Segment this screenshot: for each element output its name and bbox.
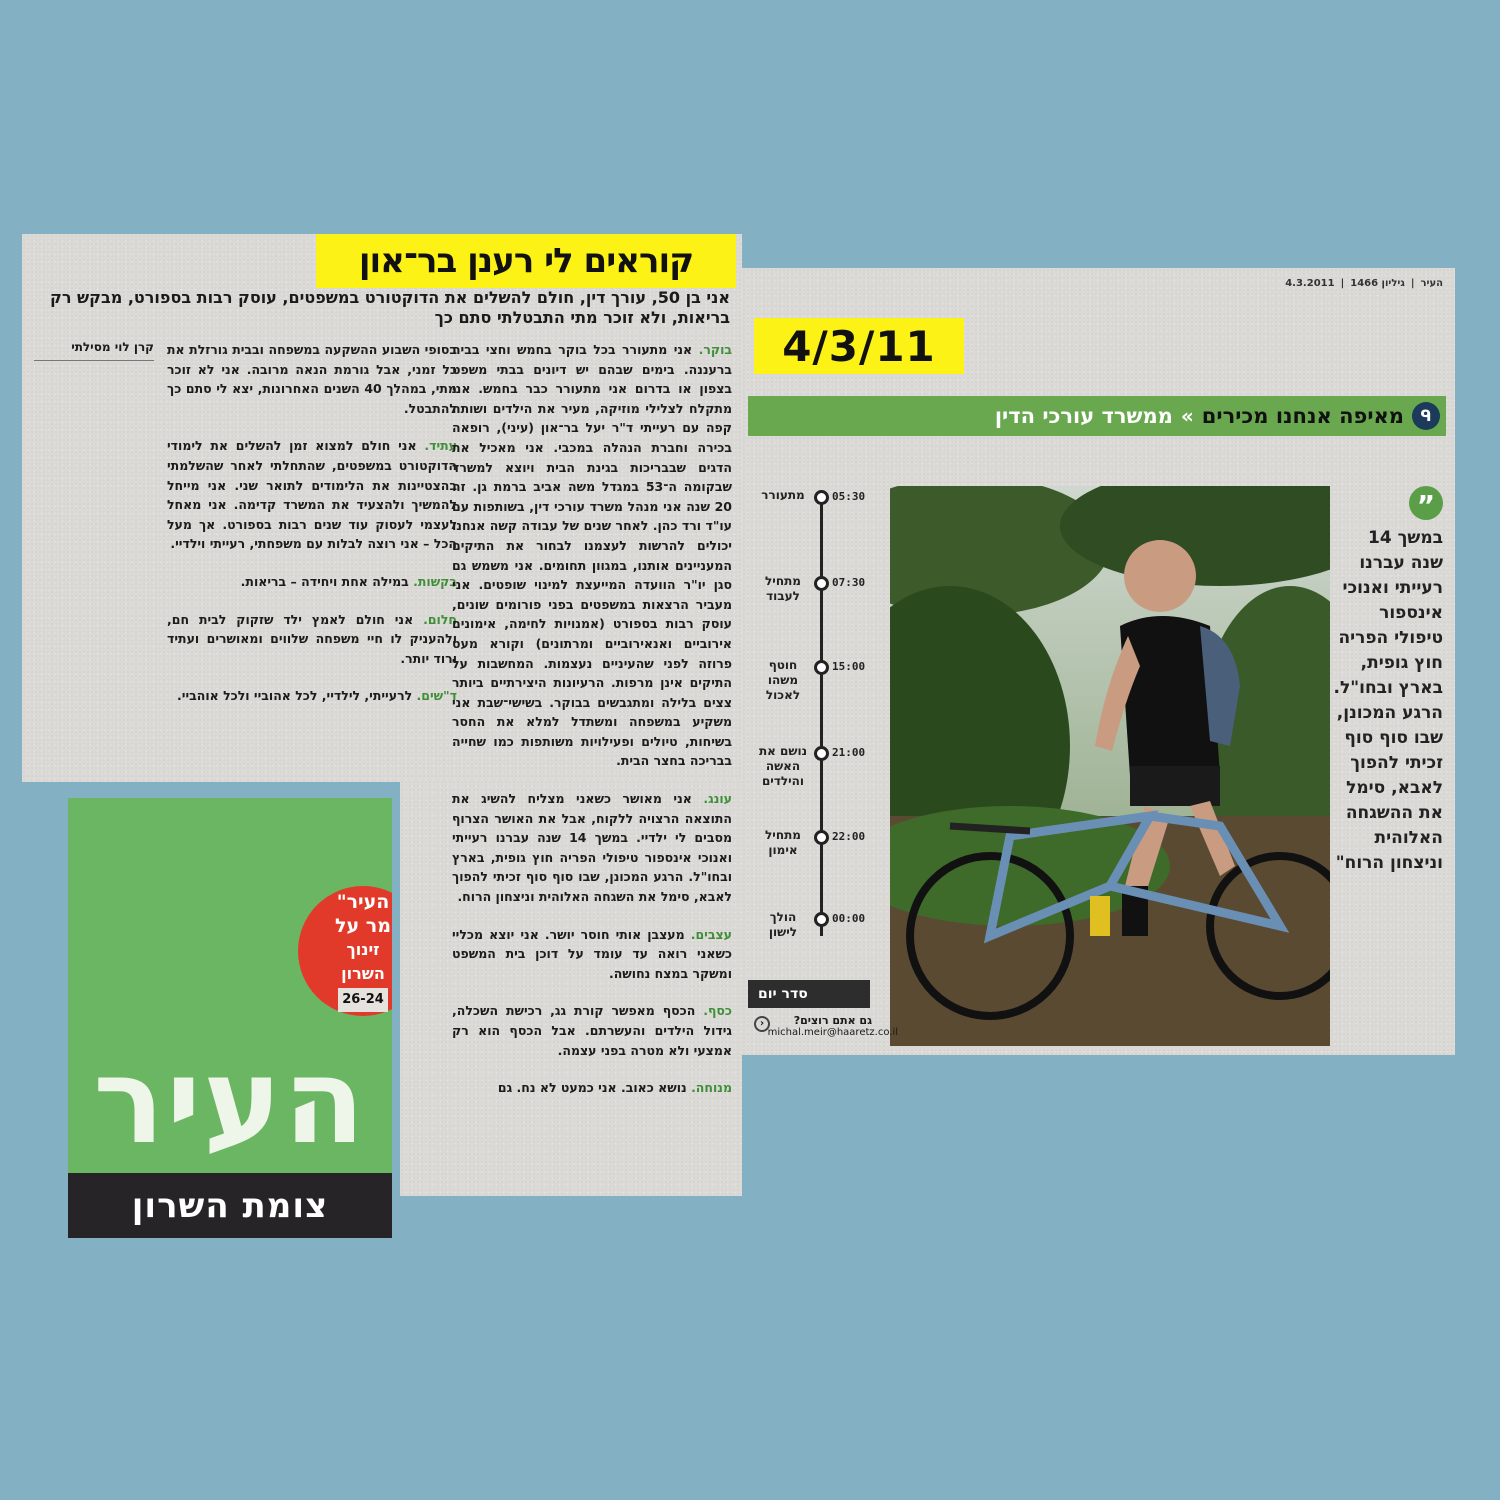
paragraph-text: אני חולם לאמץ ילד שזקוק לבית חם, ולהעניק לו חיי משפחה שלווים ומאושרים ועתיד ורוד יותר. <box>167 611 457 666</box>
paragraph-text: הכסף מאפשר קורת גג, רכישת השכלה, גידול הילדים והעשרתם. אבל הכסף הוא רק אמצעי ולא מטרה בפני עצמה. <box>452 1003 732 1058</box>
timeline-dot <box>814 746 829 761</box>
quote-mark-icon: ” <box>1409 486 1443 520</box>
badge-line-1: העיר" <box>336 891 390 913</box>
pull-quote-text: במשך 14 שנה עברנו רעייתי ואנוכי אינספור טיפולי הפריה חוץ גופית, בארץ ובחו"ל. הרגע המכונן, שבו סוף סוף זכיתי להפוך לאבא, סימל את ההשגחה האלוהית וניצחון הרוח" <box>1333 528 1443 873</box>
timeline-time: 07:30 <box>832 576 866 589</box>
logo-subtitle-bar <box>68 1173 392 1238</box>
badge-line-3: זינוך <box>346 940 380 959</box>
masthead-paper: העיר <box>1420 278 1443 289</box>
paragraph-text: בסופי השבוע ההשקעה במשפחה ובבית גורזלת את כל זמני, אבל גורמת הנאה מרובה. אני לא זוכר מתי, במהלך 40 השנים האחרונות, יצא לי סתם כך להתבטל. <box>167 342 457 416</box>
portrait-photo <box>890 486 1330 1046</box>
timeline-dot <box>814 576 829 591</box>
timeline-item <box>750 742 880 802</box>
paragraph-text: אני מאושר כשאני מצליח להשיג את התוצאה הרצויה ללקוח, אבל את האושר הצרוף מסבים לי ילדיי. במשך 14 שנה עברנו רעייתי ואנוכי אינספור טיפולי הפריה חוץ גופית, בארץ ובחו"ל. הרגע המכונן, שבו סוף סוף זכיתי להפוך לאבא, סימל את השגחה האלוהית וניצחון הרוח. <box>452 791 732 905</box>
article-paragraph <box>167 572 457 592</box>
timeline-dot <box>814 490 829 505</box>
timeline-item <box>750 908 880 968</box>
logo-wordmark: העיר <box>93 1032 367 1170</box>
paragraph-keyword: מנוחה. <box>691 1080 732 1096</box>
timeline-dot <box>814 660 829 675</box>
paragraph-text: נושא כאוב. אני כמעט לא נח. גם <box>497 1080 687 1096</box>
paragraph-keyword: חלום. <box>423 611 457 627</box>
paragraph-keyword: ד"שים. <box>416 688 457 704</box>
section-logo-icon: ᑫ <box>1412 402 1440 430</box>
timeline-time: 15:00 <box>832 660 866 673</box>
paragraph-text: אני מתעורר בכל בוקר בחמש וחצי בבית ברעננה. בימים שבהם יש דיונים בבתי משפט בצפון או בדרום אני מתעורר כבר בחמש. אני מתקלח לצלילי מוזיקה, מעיר את הילדים ושותה קפה עם רעייתי ד"ר יעל בר־און (עיני), רופאה בכירה וחברת הנהלה במכבי. אני מאכיל את הדגים שבבריכות בגינת הבית ויוצא למשרד שבקומה ה־53 במגדל משה אביב ברמת גן. זה 20 שנה אני מנהל משרד עורכי דין, בשותפות עם עו"ד ורד כהן. לאחר שנים של עבודה קשה אנחנו יכולים להרשות לעצמנו לבחור את התיקים המעניינים אותנו, במגוון תחומים. אני משמש גם סגן יו"ר הוועדה המייעצת למינוי שופטים. אני מעביר הרצאות במשפטים בפני פורומים שונים, עוסק רבות בספורט (אמנויות לחימה, אימונים אירוביים ואנאירוביים ומרתונים) וקורא מעט פרוזה לפני שהעיניים נעצמות. המחשבות על התיקים אינן מרפות. הרעיונות היצירתיים ביותר צצים בלילה ומתגבשים בבוקר. בשישי־שבת אני משקיע במשפחה ומשתדל למלא את החסר בשיחות, טיולים ופעילויות משותפות כמו שחייה בבריכה בחצר הבית. <box>452 342 733 769</box>
timeline-item <box>750 486 880 546</box>
masthead-date: 4.3.2011 <box>1285 278 1335 289</box>
section-subtitle: ממשרד עורכי הדין <box>994 404 1173 428</box>
timeline-label: הולך לישון <box>768 910 798 939</box>
newspaper-logo-clipping <box>68 798 392 1238</box>
photo-credit: קרן לוי מסילתי <box>34 340 154 361</box>
article-subhead: אני בן 50, עורך דין, חולם להשלים את הדוקטורט במשפטים, עוסק רבות בספורט, מבקש רק בריאות, ולא זוכר מתי התבטלתי סתם כך <box>50 288 730 327</box>
paragraph-text: במילה אחת ויחידה – בריאות. <box>240 573 409 589</box>
timeline-item <box>750 656 880 716</box>
article-paragraph <box>167 610 457 669</box>
timeline-time: 05:30 <box>832 490 866 503</box>
article-paragraph <box>167 340 457 418</box>
article-paragraph <box>167 686 457 706</box>
pull-quote <box>1331 486 1443 876</box>
double-arrow-icon: » <box>1180 404 1194 428</box>
paragraph-keyword: כסף. <box>703 1003 732 1019</box>
timeline-item <box>750 572 880 632</box>
date-highlight <box>754 318 964 374</box>
badge-line-2: מר על <box>335 915 391 937</box>
masthead-issue: גיליון 1466 <box>1350 278 1405 289</box>
badge-line-5: 26-24 <box>338 988 388 1012</box>
masthead: העיר | גיליון 1466 | 4.3.2011 <box>753 278 1443 292</box>
paragraph-keyword: עצבים. <box>690 926 732 942</box>
contact-line: גם אתם רוצים? <box>793 1014 872 1027</box>
article-headline: קוראים לי רענן בר־און <box>358 241 694 281</box>
logo-subtitle: צומת השרון <box>131 1185 329 1226</box>
date-label: 4/3/11 <box>782 321 936 371</box>
article-clipping <box>22 234 742 782</box>
paragraph-keyword: בוקר. <box>698 342 732 357</box>
timeline-time: 21:00 <box>832 746 866 759</box>
timeline-dot <box>814 830 829 845</box>
timeline-item <box>750 826 880 886</box>
schedule-label-bar <box>748 980 870 1008</box>
feature-clipping <box>742 268 1455 1055</box>
timeline-dot <box>814 912 829 927</box>
timeline-time: 00:00 <box>832 912 866 925</box>
article-clipping-continued <box>400 780 742 1196</box>
schedule-label: סדר יום <box>758 986 808 1002</box>
headline-highlight <box>316 234 736 288</box>
contact-email: michal.meir@haaretz.co.il <box>767 1027 898 1038</box>
paragraph-text: אני חולם למצוא זמן להשלים את לימודי הדוקטורט במשפטים, שהתחלתי לאחר שהשלמתי בהצטיינות את הלימודים לתואר שני. אני מייחל להמשיך ולהצעיד את המשרד קדימה. אני מאחל לעצמי לעסוק עוד שנים רבות בספורט. אך מעל הכל – אני רוצה לבלות עם משפחתי, רעייתי וילדיי. <box>167 438 457 552</box>
arrow-circle-icon: ‹ <box>754 1016 770 1032</box>
timeline-label: מתחיל לעבוד <box>765 574 801 603</box>
paragraph-text: מעצבן אותי חוסר יושר. אני יוצא מכליי כשאני רואה עד עומד על דוכן בית המשפט ומשקר במצח נחושה. <box>452 926 732 981</box>
section-title: מאיפה אנחנו מכירים <box>1201 404 1404 428</box>
article-column-left <box>167 340 457 724</box>
timeline-label: נושם את האשה והילדים <box>758 744 808 788</box>
paragraph-text: לרעייתי, לילדיי, לכל אהוביי ולכל אוהביי. <box>177 688 413 704</box>
timeline-label: חוטף משהו לאכול <box>765 658 801 702</box>
article-paragraph <box>167 436 457 554</box>
paragraph-keyword: עתיד. <box>424 438 457 454</box>
cyclist-photo-illustration <box>890 486 1330 1046</box>
contact-box <box>748 1014 898 1048</box>
paragraph-keyword: בקשות. <box>413 573 457 589</box>
badge-line-4: השרון <box>341 964 385 983</box>
timeline-label: מתחיל אימון <box>765 828 801 857</box>
section-bar <box>748 396 1446 436</box>
timeline-label: מתעורר <box>761 488 805 502</box>
daily-timeline <box>750 486 880 966</box>
paragraph-keyword: עונג. <box>703 791 733 807</box>
timeline-time: 22:00 <box>832 830 866 843</box>
